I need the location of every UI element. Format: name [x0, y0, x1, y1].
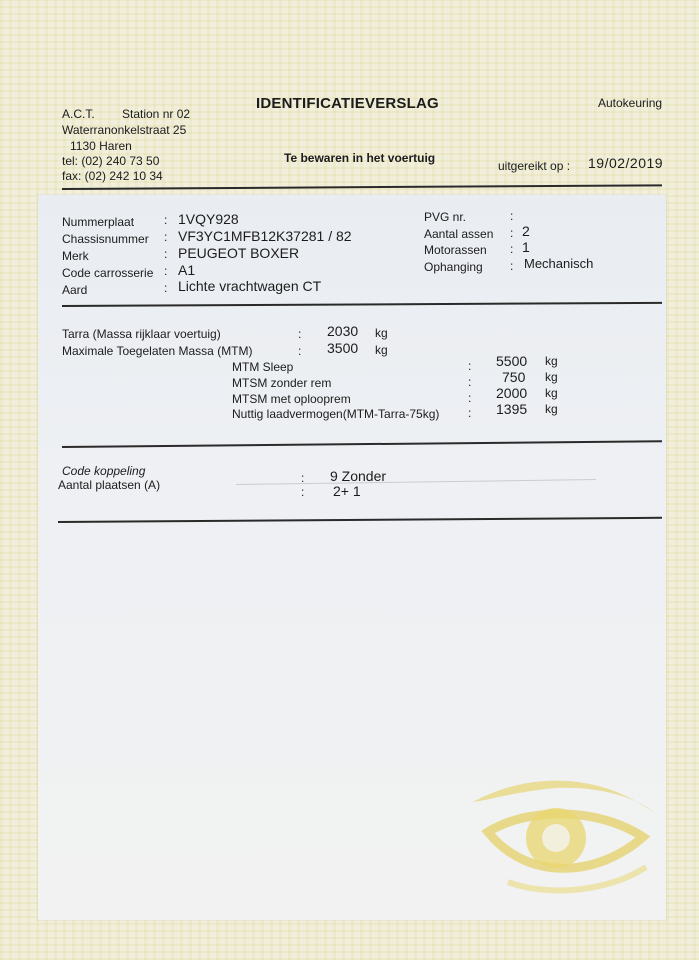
braked-trailer-value: 2000 [496, 385, 528, 401]
body-code-label: Code carrosserie [62, 266, 154, 280]
colon: : [510, 242, 514, 256]
seats-value: 2+ 1 [333, 483, 361, 499]
eye-logo-icon [468, 772, 658, 902]
chassis-label: Chassisnummer [62, 232, 149, 246]
colon: : [510, 209, 514, 223]
station-number: Station nr 02 [122, 107, 191, 121]
unbraked-trailer-value: 750 [502, 369, 526, 385]
tow-mass-value: 5500 [496, 353, 528, 369]
coupling-code-label: Code koppeling [62, 464, 146, 478]
colon: : [301, 471, 305, 485]
mtm-value: 3500 [327, 340, 359, 356]
colon: : [468, 391, 472, 405]
autokeuring-label: Autokeuring [598, 96, 663, 110]
issued-label: uitgereikt op : [498, 159, 571, 173]
colon: : [468, 359, 472, 373]
brand-value: PEUGEOT BOXER [178, 245, 300, 261]
org-name: A.C.T. [62, 107, 95, 121]
fax: fax: (02) 242 10 34 [62, 169, 163, 183]
payload-value: 1395 [496, 401, 528, 417]
colon: : [164, 213, 168, 227]
pvg-label: PVG nr. [424, 210, 467, 224]
telephone: tel: (02) 240 73 50 [62, 154, 160, 168]
mtm-unit: kg [375, 343, 388, 357]
coupling-code-value: 9 Zonder [330, 468, 387, 484]
unbraked-trailer-unit: kg [545, 370, 558, 384]
document-title: IDENTIFICATIEVERSLAG [256, 95, 439, 112]
suspension-label: Ophanging [424, 260, 483, 274]
axles-label: Aantal assen [424, 227, 494, 241]
braked-trailer-unit: kg [545, 386, 558, 400]
payload-unit: kg [545, 402, 558, 416]
tow-mass-label: MTM Sleep [232, 360, 294, 374]
street-address: Waterranonkelstraat 25 [62, 123, 187, 137]
tarra-label: Tarra (Massa rijklaar voertuig) [62, 327, 221, 341]
colon: : [164, 230, 168, 244]
city: 1130 Haren [70, 139, 132, 153]
vehicle-type-label: Aard [62, 283, 88, 297]
vehicle-type-value: Lichte vrachtwagen CT [178, 278, 322, 294]
motor-axles-label: Motorassen [424, 243, 487, 257]
colon: : [164, 264, 168, 278]
body-code-value: A1 [178, 262, 196, 278]
tow-mass-unit: kg [545, 354, 558, 368]
plate-label: Nummerplaat [62, 215, 135, 229]
mtm-label: Maximale Toegelaten Massa (MTM) [62, 344, 253, 358]
brand-label: Merk [62, 249, 89, 263]
issued-date: 19/02/2019 [588, 155, 664, 171]
suspension-value: Mechanisch [524, 256, 594, 271]
colon: : [468, 406, 472, 420]
axles-value: 2 [522, 223, 530, 239]
colon: : [298, 344, 302, 358]
colon: : [301, 485, 305, 499]
colon: : [164, 247, 168, 261]
tarra-unit: kg [375, 326, 388, 340]
payload-label: Nuttig laadvermogen(MTM-Tarra-75kg) [232, 407, 440, 421]
tarra-value: 2030 [327, 323, 359, 339]
colon: : [298, 327, 302, 341]
colon: : [510, 226, 514, 240]
unbraked-trailer-label: MTSM zonder rem [232, 376, 332, 390]
motor-axles-value: 1 [522, 239, 530, 255]
chassis-value: VF3YC1MFB12K37281 / 82 [178, 228, 352, 244]
document-subtitle: Te bewaren in het voertuig [284, 151, 436, 165]
seats-label: Aantal plaatsen (A) [58, 478, 161, 492]
colon: : [468, 375, 472, 389]
braked-trailer-label: MTSM met oplooprem [232, 392, 351, 406]
colon: : [510, 259, 514, 273]
colon: : [164, 281, 168, 295]
plate-value: 1VQY928 [178, 211, 239, 227]
